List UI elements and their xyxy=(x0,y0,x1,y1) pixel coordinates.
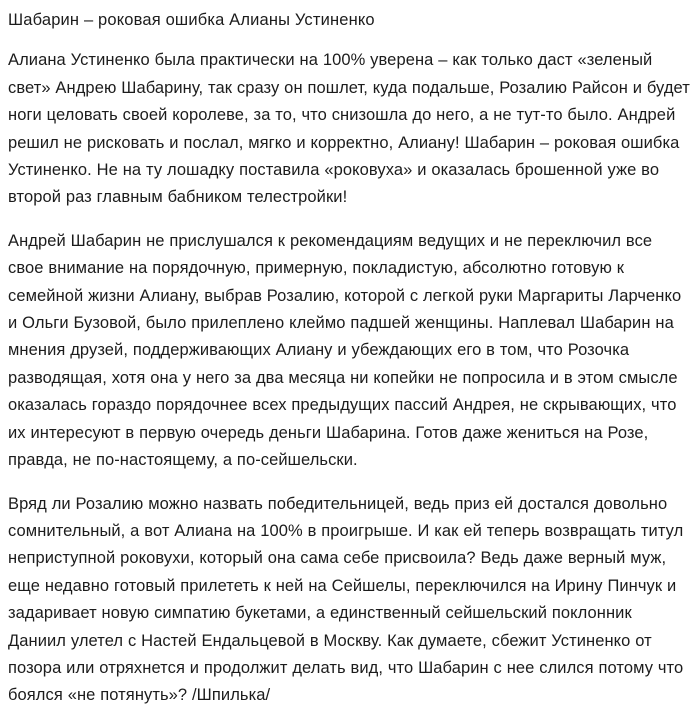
article-paragraph: Алиана Устиненко была практически на 100% уверена – как только даст «зеленый свет» Андрею Шабарину, так сразу он пошлет, куда подальше, Розалию Райсон и будет ноги целовать своей королеве, за то, что снизошла до него, а не тут-то было. Андрей решил не рисковать и послал, мягко и корректно, Алиану! Шабарин – роковая ошибка Устиненко. Не на ту лошадку поставила «роковуха» и оказалась брошенной уже во второй раз главным бабником телестройки! xyxy=(8,51,690,207)
article-paragraph: Вряд ли Розалию можно назвать победительницей, ведь приз ей достался довольно сомнительный, а вот Алиана на 100% в проигрыше. И как ей теперь возвращать титул неприступной роковухи, который она сама себе присвоила? Ведь даже верный муж, еще недавно готовый прилететь к ней на Сейшелы, переключился на Ирину Пинчук и задаривает новую симпатию букетами, а единственный сейшельский поклонник Даниил улетел с Настей Ендальцевой в Москву. Как думаете, сбежит Устиненко от позора или отряхнется и продолжит делать вид, что Шабарин с нее слился потому что боялся «не потянуть»? /Шпилька/ xyxy=(8,494,684,705)
article-body xyxy=(8,47,690,709)
article-paragraph: Андрей Шабарин не прислушался к рекомендациям ведущих и не переключил все свое внимание на порядочную, примерную, покладистую, абсолютно готовую к семейной жизни Алиану, выбрав Розалию, которой с легкой руки Маргариты Ларченко и Ольги Бузовой, было прилеплено клеймо падшей женщины. Наплевал Шабарин на мнения друзей, поддерживающих Алиану и убеждающих его в том, что Розочка разводящая, хотя она у него за два месяца ни копейки не попросила и в этом смысле оказалась гораздо порядочнее всех предыдущих пассий Андрея, не скрывающих, что их интересуют в первую очередь деньги Шабарина. Готов даже жениться на Розе, правда, не по-настоящему, а по-сейшельски. xyxy=(8,231,682,470)
page-title: Шабарин – роковая ошибка Алианы Устиненко xyxy=(8,11,375,29)
